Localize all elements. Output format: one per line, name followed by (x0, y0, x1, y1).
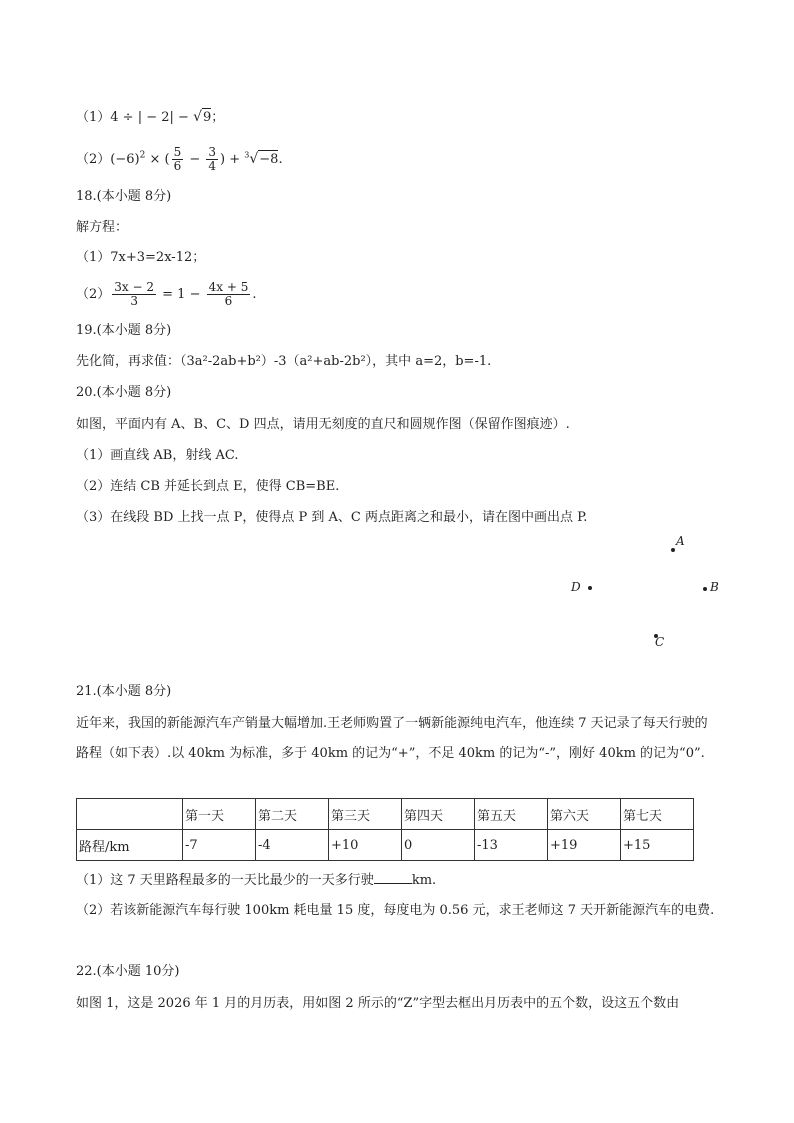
radical-sign: √ (249, 151, 259, 167)
q18-part2 (76, 281, 256, 308)
q20-part2: （2）连结 CB 并延长到点 E，使得 CB=BE. (76, 479, 340, 494)
value-cell: -4 (256, 830, 329, 861)
numerator: 3x − 2 (114, 280, 155, 294)
header-cell: 第七天 (621, 799, 694, 830)
point-d-dot (588, 586, 592, 590)
expr-text: (−6) (110, 152, 140, 167)
q21-paragraph: 近年来，我国的新能源汽车产销量大幅增加.王老师购置了一辆新能源纯电汽车，他连续 7 天记录了每天行驶的路程（如下表）.以 40km 为标准，多于 40km 的记为“+”，不足 40km 的记为“-”，刚好 40km 的记为“0”. (76, 716, 708, 761)
expr-text: 4 ÷ | − 2| − (110, 110, 194, 125)
denominator: 6 (224, 294, 233, 308)
part-label: （2） (76, 287, 111, 302)
radicand: 9 (202, 110, 212, 125)
point-b-label: B (710, 580, 719, 594)
value-cell: +19 (548, 830, 621, 861)
answer-blank[interactable] (374, 871, 412, 884)
q17-part1 (76, 108, 224, 127)
q17-part2 (76, 146, 283, 173)
q20-intro: 如图，平面内有 A、B、C、D 四点，请用无刻度的直尺和圆规作图（保留作图痕迹）. (76, 417, 570, 432)
header-cell: 第四天 (402, 799, 475, 830)
point-d-label: D (571, 580, 581, 594)
q21-part2: （2）若该新能源汽车每行驶 100km 耗电量 15 度，每度电为 0.56 元，求王老师这 7 天开新能源汽车的电费. (76, 903, 715, 918)
fraction (206, 146, 218, 173)
root-index: 3 (244, 150, 250, 160)
operator: − (185, 152, 205, 167)
punct: ； (211, 110, 225, 125)
header-cell: 第三天 (329, 799, 402, 830)
header-cell: 第一天 (183, 799, 256, 830)
mileage-table (76, 798, 694, 861)
question-text: （1）这 7 天里路程最多的一天比最少的一天多行驶 (76, 873, 374, 888)
table-row (77, 830, 694, 861)
q18-part1: （1）7x+3=2x-12； (76, 250, 206, 265)
q18-intro: 解方程： (76, 220, 129, 235)
header-cell: 第二天 (256, 799, 329, 830)
value-cell: 0 (402, 830, 475, 861)
header-cell: 第六天 (548, 799, 621, 830)
part-label: （2） (76, 152, 111, 167)
numerator: 5 (173, 145, 182, 159)
value-cell: -13 (475, 830, 548, 861)
q21-heading: 21.(本小题 8分) (76, 684, 172, 699)
denominator: 6 (173, 159, 182, 173)
q22-heading: 22.(本小题 10分) (76, 964, 180, 979)
q20-part3: （3）在线段 BD 上找一点 P，使得点 P 到 A、C 两点距离之和最小，请在图中画出点 P. (76, 510, 588, 525)
q19-heading: 19.(本小题 8分) (76, 323, 172, 338)
radical-sign: √ (193, 109, 202, 125)
point-a-dot (671, 548, 675, 552)
q21-part1 (76, 871, 436, 890)
q20-part1: （1）画直线 AB，射线 AC. (76, 448, 239, 463)
punct: . (252, 287, 257, 302)
header-cell (77, 799, 183, 830)
row-label-cell: 路程/km (77, 830, 183, 861)
unit-text: km. (411, 873, 437, 888)
value-cell: +15 (621, 830, 694, 861)
fraction (172, 146, 184, 173)
numerator: 4x + 5 (208, 280, 249, 294)
fraction (112, 281, 156, 308)
numerator: 3 (208, 145, 217, 159)
radicand: −8 (259, 152, 279, 167)
q22-text: 如图 1，这是 2026 年 1 月的月历表，用如图 2 所示的“Z”字型去框出月历表中的五个数，设这五个数由 (76, 996, 680, 1011)
value-cell: +10 (329, 830, 402, 861)
denominator: 3 (130, 294, 138, 308)
point-b-dot (703, 587, 707, 591)
point-c-label: C (655, 635, 665, 649)
exponent: 2 (139, 150, 146, 161)
part-label: （1） (76, 110, 111, 125)
table-header-row (77, 799, 694, 830)
q18-heading: 18.(本小题 8分) (76, 189, 172, 204)
punct: . (278, 152, 283, 167)
q20-heading: 20.(本小题 8分) (76, 385, 172, 400)
expr-text: = 1 − (158, 287, 205, 302)
expr-text: × ( (145, 152, 170, 167)
header-cell: 第五天 (475, 799, 548, 830)
q19-text: 先化简，再求值：（3a²-2ab+b²）-3（a²+ab-2b²），其中 a=2，b=-1. (76, 354, 492, 369)
point-a-label: A (676, 534, 685, 548)
expr-text: ) + (220, 152, 245, 167)
value-cell: -7 (183, 830, 256, 861)
fraction (207, 281, 251, 308)
denominator: 4 (208, 159, 217, 173)
